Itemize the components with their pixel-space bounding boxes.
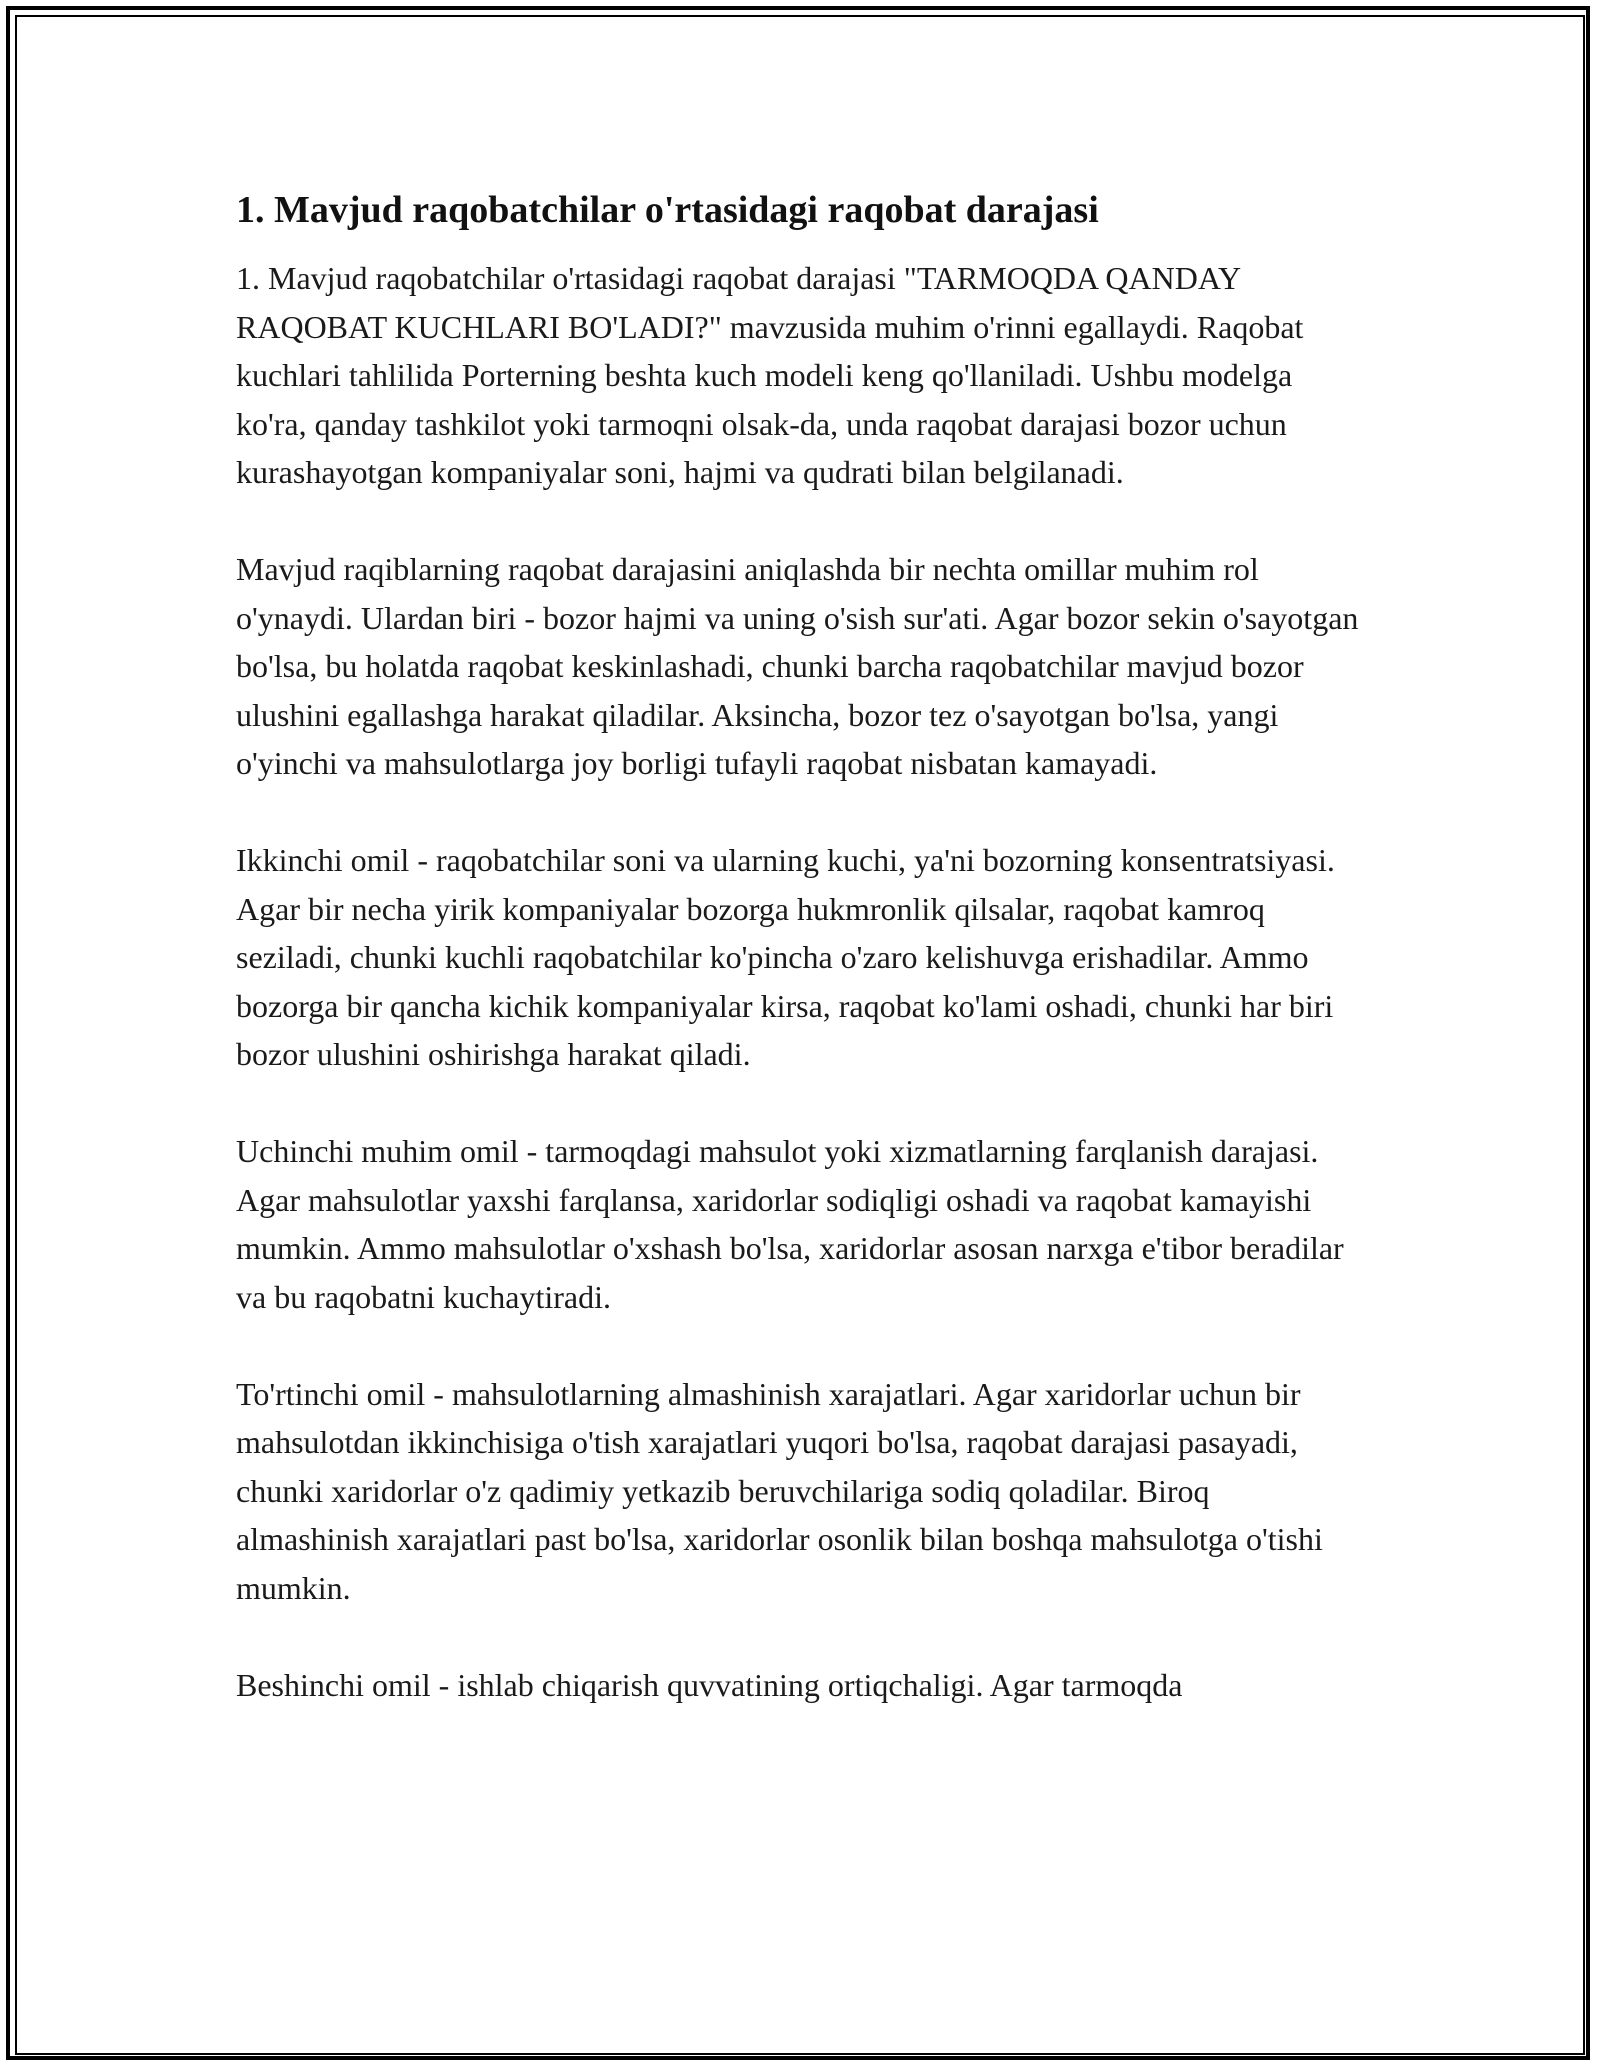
paragraph-market-growth: Mavjud raqiblarning raqobat darajasini aniqlashda bir nechta omillar muhim rol o'ynaydi. Ulardan biri - bozor hajmi va uning o'sish sur'ati. Agar bozor sekin o'sayotgan bo'lsa, bu holatda raqobat keskinlashadi, chunki barcha raqobatchilar mavjud bozor ulushini egallashga harakat qiladilar. Aksincha, bozor tez o'sayotgan bo'lsa, yangi o'yinchi va mahsulotlarga joy borligi tufayli raqobat nisbatan kamayadi.: [236, 551, 1359, 781]
document-body: [236, 186, 1366, 1758]
paragraph-intro: 1. Mavjud raqobatchilar o'rtasidagi raqobat darajasi "TARMOQDA QANDAY RAQOBAT KUCHLARI BO'LADI?" mavzusida muhim o'rinni egallaydi. Raqobat kuchlari tahlilida Porterning beshta kuch modeli keng qo'llaniladi. Ushbu modelga ko'ra, qanday tashkilot yoki tarmoqni olsak-da, unda raqobat darajasi bozor uchun kurashayotgan kompaniyalar soni, hajmi va qudrati bilan belgilanadi.: [236, 260, 1304, 490]
paragraph-switching-costs: To'rtinchi omil - mahsulotlarning almashinish xarajatlari. Agar xaridorlar uchun bir mahsulotdan ikkinchisiga o'tish xarajatlari yuqori bo'lsa, raqobat darajasi pasayadi, chunki xaridorlar o'z qadimiy yetkazib beruvchilariga sodiq qoladilar. Biroq almashinish xarajatlari past bo'lsa, xaridorlar osonlik bilan boshqa mahsulotga o'tishi mumkin.: [236, 1375, 1323, 1606]
paragraph-concentration: Ikkinchi omil - raqobatchilar soni va ularning kuchi, ya'ni bozorning konsentratsiyasi. Agar bir necha yirik kompaniyalar bozorga hukmronlik qilsalar, raqobat kamroq seziladi, chunki kuchli raqobatchilar ko'pincha o'zaro kelishuvga erishadilar. Ammo bozorga bir qancha kichik kompaniyalar kirsa, raqobat ko'lami oshadi, chunki har biri bozor ulushini oshirishga harakat qiladi.: [236, 842, 1335, 1072]
paragraph-differentiation: Uchinchi muhim omil - tarmoqdagi mahsulot yoki xizmatlarning farqlanish darajasi. Agar mahsulotlar yaxshi farqlansa, xaridorlar sodiqligi oshadi va raqobat kamayishi mumkin. Ammo mahsulotlar o'xshash bo'lsa, xaridorlar asosan narxga e'tibor beradilar va bu raqobatni kuchaytiradi.: [236, 1133, 1344, 1315]
document-title: 1. Mavjud raqobatchilar o'rtasidagi raqobat darajasi: [236, 189, 1099, 231]
paragraph-overcapacity: Beshinchi omil - ishlab chiqarish quvvatining ortiqchaligi. Agar tarmoqda: [236, 1666, 1183, 1703]
